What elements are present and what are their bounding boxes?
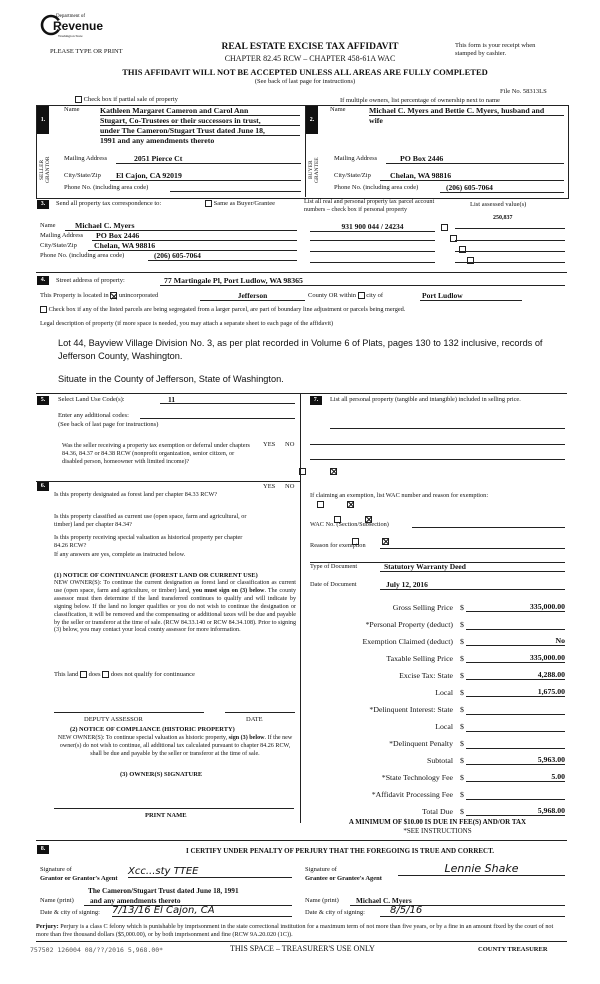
deputy-line xyxy=(54,712,204,713)
page-title: REAL ESTATE EXCISE TAX AFFIDAVIT xyxy=(221,42,399,52)
buyer-name-line: wife xyxy=(369,116,383,125)
fee-value[interactable]: 4,288.00 xyxy=(466,670,565,680)
notice2-title: (2) NOTICE OF COMPLIANCE (HISTORIC PROPERTY) xyxy=(70,726,235,733)
chapter: CHAPTER 82.45 RCW – CHAPTER 458-61A WAC xyxy=(224,54,396,63)
seller-phone-label: Phone No. (including area code) xyxy=(64,184,149,191)
fee-dollar: $ xyxy=(460,603,464,612)
perjury xyxy=(36,923,567,939)
legal-label: Legal description of property (if more space is needed, you may attach a separate sheet to each page of the affidavit) xyxy=(40,320,334,327)
notice1-lead: NEW OWNER(S): To continue the current designation as forest land or classification as current use (open space, farm and agriculture, or timber) land, xyxy=(54,580,296,594)
fee-value[interactable] xyxy=(466,704,565,715)
fee-dollar: $ xyxy=(460,773,464,782)
fee-dollar: $ xyxy=(460,637,464,646)
warning: THIS AFFIDAVIT WILL NOT BE ACCEPTED UNLESS ALL AREAS ARE FULLY COMPLETED xyxy=(122,67,488,77)
section-8-num: 8. xyxy=(37,845,49,854)
partial-sale-checkbox[interactable] xyxy=(75,96,82,103)
parcel-personal-checkbox[interactable] xyxy=(441,224,448,231)
wac-label: WAC No. (Section/Subsection) xyxy=(310,521,389,528)
buyer-mailing[interactable]: PO Box 2446 xyxy=(386,154,564,164)
fee-value[interactable]: 335,000.00 xyxy=(466,602,565,612)
section-1-num: 1. xyxy=(37,106,49,134)
fee-label: Gross Selling Price xyxy=(392,603,453,612)
located-label: This Property is located in xyxy=(40,292,109,299)
section-4-num: 4. xyxy=(37,276,49,285)
doc-type-label: Type of Document xyxy=(310,563,358,570)
historic-no-checkbox[interactable] xyxy=(382,538,389,545)
seller-name-line: Kathleen Margaret Cameron and Carol Ann xyxy=(100,106,300,116)
dept-name: Revenue xyxy=(53,19,104,33)
forest-no-checkbox[interactable] xyxy=(347,501,354,508)
no-header: NO xyxy=(285,441,295,448)
dept-line3: Washington State xyxy=(58,34,83,38)
street-label: Street address of property: xyxy=(56,277,125,284)
section-2-num: 2. xyxy=(306,106,318,134)
situate[interactable]: Situate in the County of Jefferson, State of Washington. xyxy=(58,374,284,384)
fee-value[interactable]: 5,968.00 xyxy=(466,806,565,816)
unincorporated-label: unincorporated xyxy=(118,292,159,299)
city[interactable]: Port Ludlow xyxy=(420,291,522,301)
notice2-text xyxy=(54,735,296,759)
owner-sig-line[interactable] xyxy=(54,808,294,809)
fee-dollar: $ xyxy=(460,807,464,816)
fee-value[interactable]: 1,675.00 xyxy=(466,687,565,697)
date-label: DATE xyxy=(246,716,263,723)
same-as xyxy=(205,200,275,207)
historic-question: Is this property receiving special valuation as historical property per chapter 84.26 RCW? xyxy=(54,534,243,549)
please-type: PLEASE TYPE OR PRINT xyxy=(50,48,123,55)
section-5-num: 5. xyxy=(37,396,49,405)
fee-value[interactable] xyxy=(466,721,565,732)
segregated-label: Check box if any of the listed parcels are being segregated from a larger parcel, are part of boundary line adjustment or parcels being merged. xyxy=(48,306,406,313)
trust-line: The Cameron/Stugart Trust dated June 18, 1991 xyxy=(88,886,239,895)
fee-row xyxy=(300,652,565,669)
fee-label: *Personal Property (deduct) xyxy=(365,620,453,629)
city-checkbox[interactable] xyxy=(358,292,365,299)
s3-phone[interactable]: (206) 605-7064 xyxy=(148,251,297,261)
land-use-code[interactable]: 11 xyxy=(168,395,176,404)
grantor-label: Grantor or Grantor's Agent xyxy=(40,875,118,882)
does-label: does xyxy=(88,671,101,678)
yes-header-2: YES xyxy=(263,483,276,490)
if-yes: If any answers are yes, complete as instructed below. xyxy=(54,551,186,558)
fee-dollar: $ xyxy=(460,722,464,731)
seller-city[interactable]: El Cajon, CA 92019 xyxy=(110,171,301,181)
same-as-checkbox[interactable] xyxy=(205,200,212,207)
fee-label: *State Technology Fee xyxy=(381,773,453,782)
owner-sig-label: (3) OWNER(S) SIGNATURE xyxy=(120,771,203,778)
s3-name-label: Name xyxy=(40,222,56,229)
buyer-name-line: Michael C. Myers and Bettie C. Myers, husband and xyxy=(369,106,564,116)
parcel-header: List all real and personal property tax parcel account numbers – check box if personal property xyxy=(304,198,435,213)
section3-label: Send all property tax correspondence to: xyxy=(56,200,162,207)
fee-row xyxy=(300,635,565,652)
receipt-note: This form is your receipt when stamped by cashier. xyxy=(455,42,536,57)
treasurer-space: THIS SPACE – TREASURER'S USE ONLY xyxy=(230,944,375,953)
fee-table xyxy=(300,601,565,822)
grantee-date-city[interactable]: 8/5/16 xyxy=(380,905,565,917)
s3-mailing[interactable]: PO Box 2446 xyxy=(92,231,297,241)
seller-name[interactable] xyxy=(100,106,300,145)
fee-label: *Affidavit Processing Fee xyxy=(371,790,453,799)
fee-label: *Delinquent Penalty xyxy=(389,739,453,748)
partial-sale-label: Check box if partial sale of property xyxy=(83,96,178,103)
fee-value[interactable] xyxy=(466,738,565,749)
parcel-line xyxy=(310,251,435,252)
additional-codes-label: Enter any additional codes: xyxy=(58,412,129,419)
additional-codes-input[interactable] xyxy=(140,418,295,419)
fee-label: Local xyxy=(435,688,453,697)
seller-mailing-label: Mailing Address xyxy=(64,155,108,162)
fee-value[interactable]: 5,963.00 xyxy=(466,755,565,765)
grantee-signature[interactable]: Lennie Shake xyxy=(398,862,565,876)
grantor-date-label: Date & city of signing: xyxy=(40,909,100,916)
land-use-line xyxy=(160,403,295,404)
doc-date-label: Date of Document xyxy=(310,581,357,588)
notice2-lead: NEW OWNER(S): To continue special valuation as historic property, xyxy=(57,735,228,741)
located-line xyxy=(40,292,158,299)
see-back: (See back of last page for instructions) xyxy=(254,78,356,85)
file-no: File No. 58313LS xyxy=(500,88,547,95)
notice2-bold: sign (3) below xyxy=(228,735,265,741)
doc-date[interactable]: July 12, 2016 xyxy=(380,580,565,590)
s3-phone-label: Phone No. (including area code) xyxy=(40,252,125,259)
personal-property-label: List all personal property (tangible and intangible) included in selling price. xyxy=(330,396,521,403)
personal-property-line[interactable] xyxy=(330,428,565,429)
fee-row xyxy=(300,754,565,771)
assessed-header: List assessed value(s) xyxy=(470,201,527,208)
dor-logo xyxy=(40,10,104,44)
fee-label: Subtotal xyxy=(427,756,453,765)
fee-dollar: $ xyxy=(460,705,464,714)
buyer-city[interactable]: Chelan, WA 98816 xyxy=(380,171,564,181)
yes-header: YES xyxy=(263,441,276,448)
fee-dollar: $ xyxy=(460,790,464,799)
this-land-line xyxy=(54,671,195,678)
personal-property-line[interactable] xyxy=(310,459,565,460)
buyer-side-label: BUYER GRANTEE xyxy=(308,157,320,183)
minimum-note: A MINIMUM OF $10.00 IS DUE IN FEE(S) AND/OR TAX xyxy=(348,818,527,826)
grantor-sig-of: Signature of xyxy=(40,866,72,873)
fee-label: Local xyxy=(435,722,453,731)
reason-label: Reason for exemption xyxy=(310,542,366,549)
unincorporated-checkbox[interactable] xyxy=(110,292,117,299)
grantee-label: Grantee or Grantee's Agent xyxy=(305,875,382,882)
notice1-text xyxy=(54,580,296,635)
personal-property-line[interactable] xyxy=(310,444,565,445)
legal-description[interactable]: Lot 44, Bayview Village Division No. 3, as per plat recorded in Volume 6 of Plats, pages 130 to 132 inclusive, records of Jefferson County, Washington. xyxy=(58,338,543,361)
seller-phone[interactable] xyxy=(170,183,301,192)
perjury-label: Perjury: xyxy=(36,923,59,930)
forest-question: Is this property designated as forest land per chapter 84.33 RCW? xyxy=(54,491,218,498)
reason-input[interactable] xyxy=(380,548,565,549)
fee-row xyxy=(300,618,565,635)
grantor-name[interactable]: and any amendments thereto xyxy=(84,896,292,906)
fee-label: Taxable Selling Price xyxy=(386,654,453,663)
assessed-line xyxy=(455,262,565,263)
fee-row xyxy=(300,703,565,720)
grantor-signature[interactable]: Xcc...sty TTEE xyxy=(128,866,292,878)
fee-row xyxy=(300,601,565,618)
seller-mailing[interactable]: 2051 Pierce Ct xyxy=(116,154,301,164)
exemption-no-checkbox[interactable] xyxy=(330,468,337,475)
s3-city-label: City/State/Zip xyxy=(40,242,77,249)
partial-sale xyxy=(75,96,178,103)
exemption-yes-checkbox[interactable] xyxy=(299,468,306,475)
buyer-name[interactable] xyxy=(369,106,564,125)
street-address[interactable]: 77 Martingale Pl, Port Ludlow, WA 98365 xyxy=(160,276,565,286)
does-not-label: does not qualify for continuance xyxy=(110,671,195,678)
seller-name-line: 1991 and any amendments thereto xyxy=(100,136,215,145)
grantor-date-city[interactable]: 7/13/16 El Cajon, CA xyxy=(112,905,292,917)
section-7-num: 7. xyxy=(310,396,322,405)
forest-yes-checkbox[interactable] xyxy=(317,501,324,508)
fee-label: *Delinquent Interest: State xyxy=(369,705,453,714)
fee-row xyxy=(300,788,565,805)
s3-city[interactable]: Chelan, WA 98816 xyxy=(88,241,297,251)
buyer-phone-label: Phone No. (including area code) xyxy=(334,184,419,191)
fee-row xyxy=(300,771,565,788)
this-land-label: This land xyxy=(54,671,79,678)
fee-dollar: $ xyxy=(460,620,464,629)
county-or xyxy=(308,292,383,299)
land-use-label: Select Land Use Code(s): xyxy=(58,396,125,403)
city-of-label: city of xyxy=(366,292,384,299)
fee-dollar: $ xyxy=(460,654,464,663)
buyer-phone[interactable]: (206) 605-7064 xyxy=(440,183,564,193)
does-checkbox[interactable] xyxy=(80,671,87,678)
grantor-name-label: Name (print) xyxy=(40,897,74,904)
s3-mailing-label: Mailing Address xyxy=(40,232,84,239)
buyer-name-label: Name xyxy=(330,106,346,113)
grantee-name-label: Name (print) xyxy=(305,897,339,904)
date-line xyxy=(225,712,295,713)
segregated-line xyxy=(40,306,405,313)
fee-value[interactable]: No xyxy=(466,636,565,646)
county-or-label: County OR within xyxy=(308,292,357,299)
certify: I CERTIFY UNDER PENALTY OF PERJURY THAT THE FOREGOING IS TRUE AND CORRECT. xyxy=(185,847,494,855)
section-3-num: 3. xyxy=(37,200,49,209)
wac-input[interactable] xyxy=(412,527,565,528)
same-as-label: Same as Buyer/Grantee xyxy=(213,200,275,207)
perjury-text: Perjury is a class C felony which is punishable by imprisonment in the state correctional institution for a maximum term of not more than five years, or by a fine in an amount fixed by the court of not more than five thousand dollars ($5,000.00), or by both imprisonment and fine (RCW 9A.20.020 (1C)). xyxy=(36,923,554,938)
deputy-label: DEPUTY ASSESSOR xyxy=(84,716,143,723)
print-name-label: PRINT NAME xyxy=(145,812,187,819)
seller-city-label: City/State/Zip xyxy=(64,172,101,179)
county[interactable]: Jefferson xyxy=(200,291,305,301)
county-treasurer: COUNTY TREASURER xyxy=(478,946,548,953)
assessed-line xyxy=(455,228,565,229)
segregated-checkbox[interactable] xyxy=(40,306,47,313)
no-header-2: NO xyxy=(285,483,295,490)
notice1-bold: you must sign on (3) below xyxy=(192,587,265,594)
s3-name[interactable]: Michael C. Myers xyxy=(65,221,297,231)
doc-type[interactable]: Statutory Warranty Deed xyxy=(380,562,565,572)
fee-label: Excise Tax: State xyxy=(399,671,453,680)
buyer-city-label: City/State/Zip xyxy=(334,172,371,179)
current-use-question: Is this property classified as current use (open space, farm and agricultural, or timber) land per chapter 84.34? xyxy=(54,513,247,528)
dept-line1: Department of xyxy=(56,14,86,19)
section-6-num: 6. xyxy=(37,482,49,491)
assessed-line xyxy=(455,251,565,252)
seller-name-label: Name xyxy=(64,106,80,113)
assessed-line xyxy=(455,240,565,241)
parcel-number[interactable]: 931 900 044 / 24234 xyxy=(310,222,435,232)
seller-name-line: under The Cameron/Stugart Trust dated June 18, xyxy=(100,126,300,136)
fee-row xyxy=(300,737,565,754)
parcel-line xyxy=(310,262,435,263)
fee-row xyxy=(300,669,565,686)
multiple-owners: If multiple owners, list percentage of ownership next to name xyxy=(340,97,500,104)
grantee-sig-of: Signature of xyxy=(305,866,337,873)
fee-value[interactable]: 5.00 xyxy=(466,772,565,782)
treasurer-stamp: 757502 126004 08/??/2016 5,968.00* xyxy=(30,946,164,954)
notice2-rest: . If the new owner(s) do not wish to continue, all additional tax calculated pursuant to chapter 84.26 RCW, shall be due and payable by the seller or transferor at the time of sale. xyxy=(59,735,293,757)
exemption-claim-label: If claiming an exemption, list WAC number and reason for exemption: xyxy=(310,492,489,499)
fee-row xyxy=(300,686,565,703)
fee-value[interactable] xyxy=(466,789,565,800)
fee-value[interactable] xyxy=(466,619,565,630)
buyer-mailing-label: Mailing Address xyxy=(334,155,378,162)
fee-dollar: $ xyxy=(460,739,464,748)
does-not-checkbox[interactable] xyxy=(102,671,109,678)
seller-side-label: SELLER GRANTOR xyxy=(39,156,51,184)
seller-name-line: Stugart, Co-Trustees or their successors in trust, xyxy=(100,116,300,126)
notice1-title: (1) NOTICE OF CONTINUANCE (FOREST LAND OR CURRENT USE) xyxy=(54,572,258,579)
fee-dollar: $ xyxy=(460,688,464,697)
fee-row xyxy=(300,720,565,737)
grantee-date-label: Date & city of signing: xyxy=(305,909,365,916)
assessed-value[interactable]: 250,837 xyxy=(493,215,513,221)
fee-dollar: $ xyxy=(460,756,464,765)
notice1-rest: . The county assessor must then determine if the land transferred continues to qualify and will indicate by signing below. If the land no longer qualifies or you do not wish to continue the designation or classification, it will be removed and the compensating or additional taxes will be due and payable by the seller or transferor at the time of sale. (RCW 84.33.140 or RCW 84.34.108). Prior to signing (3) below, you may contact your local county assessor for more information. xyxy=(54,587,296,634)
s5-see-back: (See back of last page for instructions) xyxy=(58,421,159,428)
fee-label: Exemption Claimed (deduct) xyxy=(362,637,453,646)
parcel-line xyxy=(310,240,435,241)
fee-label: Total Due xyxy=(422,807,453,816)
see-instructions: *SEE INSTRUCTIONS xyxy=(403,827,472,835)
grantee-name[interactable]: Michael C. Myers xyxy=(350,896,565,906)
fee-value[interactable]: 335,000.00 xyxy=(466,653,565,663)
exemption-question: Was the seller receiving a property tax exemption or deferral under chapters 84.36, 84.37 or 84.38 RCW (nonprofit organization, senior citizen, or disabled person, homeowner with limited income)? xyxy=(62,442,250,465)
fee-dollar: $ xyxy=(460,671,464,680)
